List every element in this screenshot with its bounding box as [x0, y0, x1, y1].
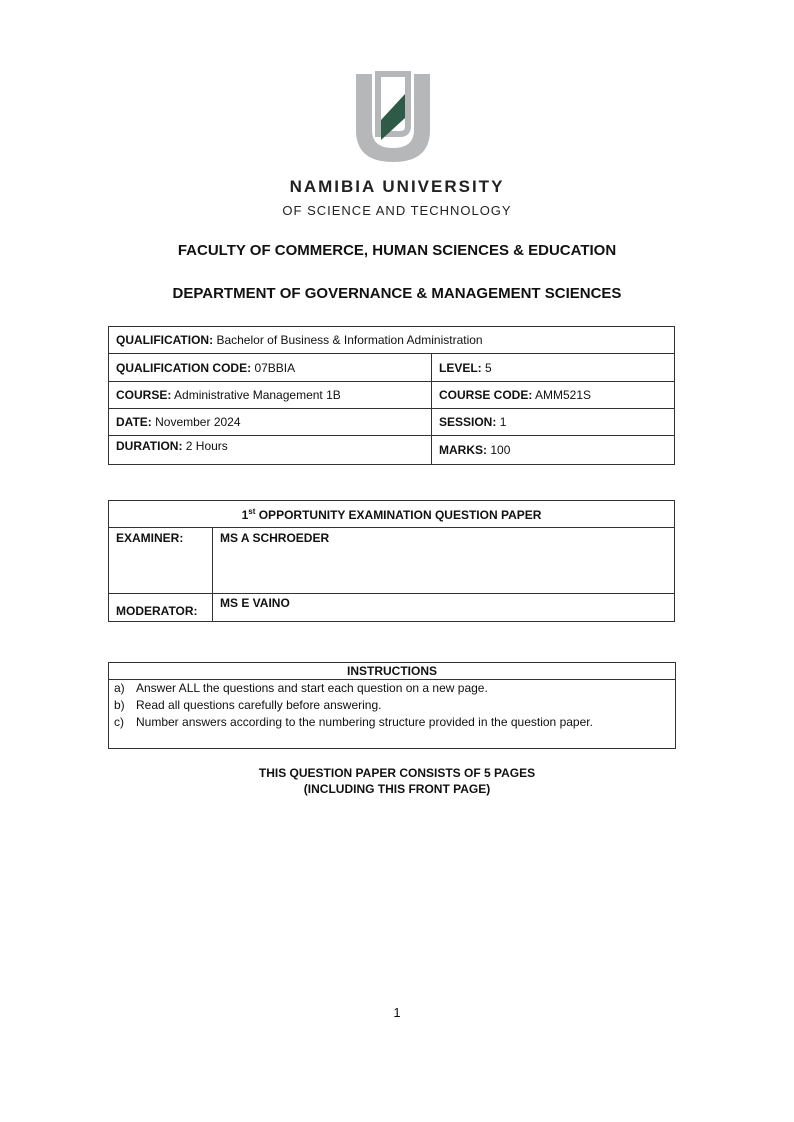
university-subtitle: OF SCIENCE AND TECHNOLOGY: [282, 203, 512, 218]
department-heading: DEPARTMENT OF GOVERNANCE & MANAGEMENT SCIENCES: [172, 285, 622, 302]
instruction-item: b) Read all questions carefully before answering.: [114, 698, 382, 712]
instruction-item: a) Answer ALL the questions and start each question on a new page.: [114, 681, 488, 695]
session-cell: SESSION: 1: [432, 409, 675, 436]
marks-cell: MARKS: 100: [432, 436, 675, 465]
exam-paper-title: 1st OPPORTUNITY EXAMINATION QUESTION PAPER: [109, 501, 675, 528]
university-logo: [352, 68, 434, 164]
instructions-title: INSTRUCTIONS: [109, 663, 675, 680]
date-cell: DATE: November 2024: [109, 409, 432, 436]
course-cell: COURSE: Administrative Management 1B: [109, 382, 432, 409]
university-name: NAMIBIA UNIVERSITY: [289, 177, 505, 196]
instruction-item: c) Number answers according to the numbering structure provided in the question paper.: [114, 715, 593, 729]
page-number: 1: [393, 1005, 401, 1020]
qualification-code-cell: QUALIFICATION CODE: 07BBIA: [109, 354, 432, 382]
examiner-name: MS A SCHROEDER: [213, 528, 675, 594]
page-count-note: THIS QUESTION PAPER CONSISTS OF 5 PAGES: [258, 766, 536, 780]
level-cell: LEVEL: 5: [432, 354, 675, 382]
moderator-name: MS E VAINO: [213, 594, 675, 622]
instructions-box: [108, 662, 676, 749]
moderator-label: MODERATOR:: [109, 594, 213, 622]
course-details-table: [108, 326, 675, 465]
examiner-label: EXAMINER:: [109, 528, 213, 594]
duration-cell: DURATION: 2 Hours: [109, 436, 432, 465]
page-count-note-sub: (INCLUDING THIS FRONT PAGE): [303, 782, 491, 796]
examiners-table: [108, 500, 675, 622]
faculty-heading: FACULTY OF COMMERCE, HUMAN SCIENCES & EDUCATION: [177, 242, 617, 259]
course-code-cell: COURSE CODE: AMM521S: [432, 382, 675, 409]
qualification-cell: QUALIFICATION: Bachelor of Business & Information Administration: [109, 327, 675, 354]
